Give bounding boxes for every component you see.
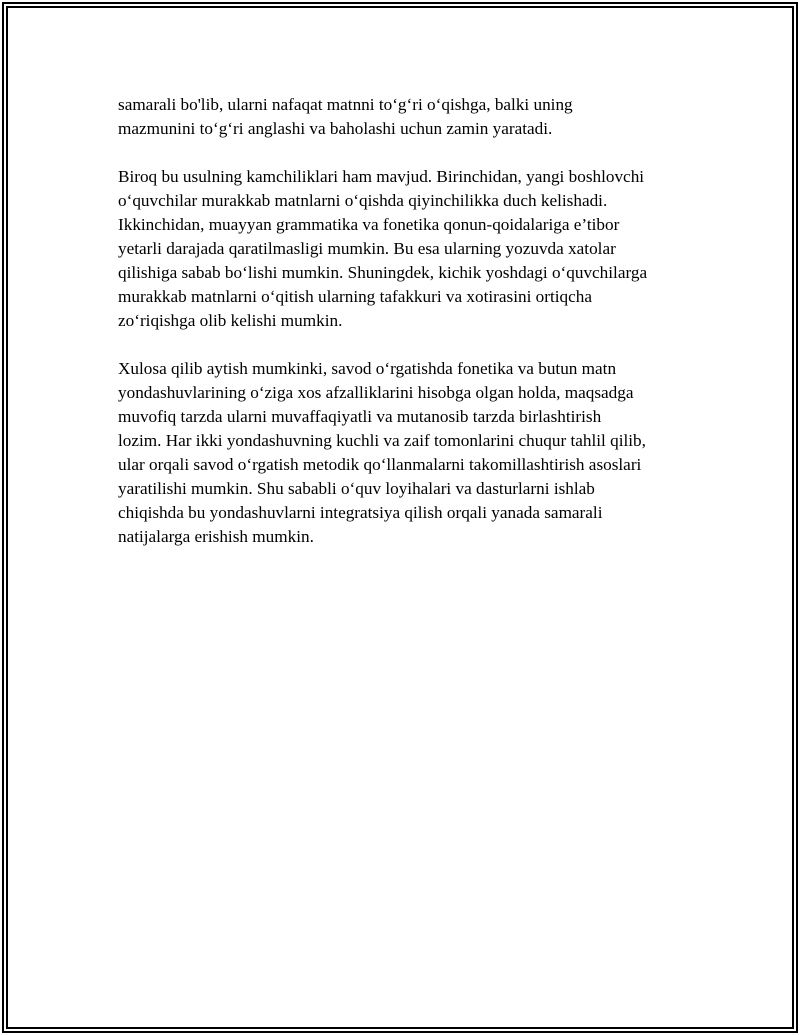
text-line: mazmunini to‘g‘ri anglashi va baholashi uchun zamin yaratadi. (118, 119, 553, 138)
text-line: yondashuvlarining o‘ziga xos afzalliklarini hisobga olgan holda, maqsadga (118, 383, 634, 402)
text-line: zo‘riqishga olib kelishi mumkin. (118, 311, 343, 330)
text-line: Xulosa qilib aytish mumkinki, savod o‘rgatishda fonetika va butun matn (118, 359, 617, 378)
paragraph (118, 93, 698, 141)
text-line: lozim. Har ikki yondashuvning kuchli va zaif tomonlarini chuqur tahlil qilib, (118, 431, 646, 450)
paragraph (118, 165, 698, 333)
text-line: murakkab matnlarni o‘qitish ularning tafakkuri va xotirasini ortiqcha (118, 287, 592, 306)
document-body (118, 93, 698, 573)
text-line: yetarli darajada qaratilmasligi mumkin. Bu esa ularning yozuvda xatolar (118, 239, 616, 258)
text-line: samarali bo'lib, ularni nafaqat matnni to‘g‘ri o‘qishga, balki uning (118, 95, 573, 114)
text-line: chiqishda bu yondashuvlarni integratsiya qilish orqali yanada samarali (118, 503, 603, 522)
text-line: Biroq bu usulning kamchiliklari ham mavjud. Birinchidan, yangi boshlovchi (118, 167, 645, 186)
text-line: muvofiq tarzda ularni muvaffaqiyatli va mutanosib tarzda birlashtirish (118, 407, 602, 426)
text-line: o‘quvchilar murakkab matnlarni o‘qishda qiyinchilikka duch kelishadi. (118, 191, 608, 210)
text-line: Ikkinchidan, muayyan grammatika va fonetika qonun-qoidalariga e’tibor (118, 215, 620, 234)
text-line: ular orqali savod o‘rgatish metodik qo‘llanmalarni takomillashtirish asoslari (118, 455, 642, 474)
text-line: yaratilishi mumkin. Shu sababli o‘quv loyihalari va dasturlarni ishlab (118, 479, 595, 498)
paragraph (118, 357, 698, 549)
text-line: qilishiga sabab bo‘lishi mumkin. Shuningdek, kichik yoshdagi o‘quvchilarga (118, 263, 648, 282)
text-line: natijalarga erishish mumkin. (118, 527, 314, 546)
